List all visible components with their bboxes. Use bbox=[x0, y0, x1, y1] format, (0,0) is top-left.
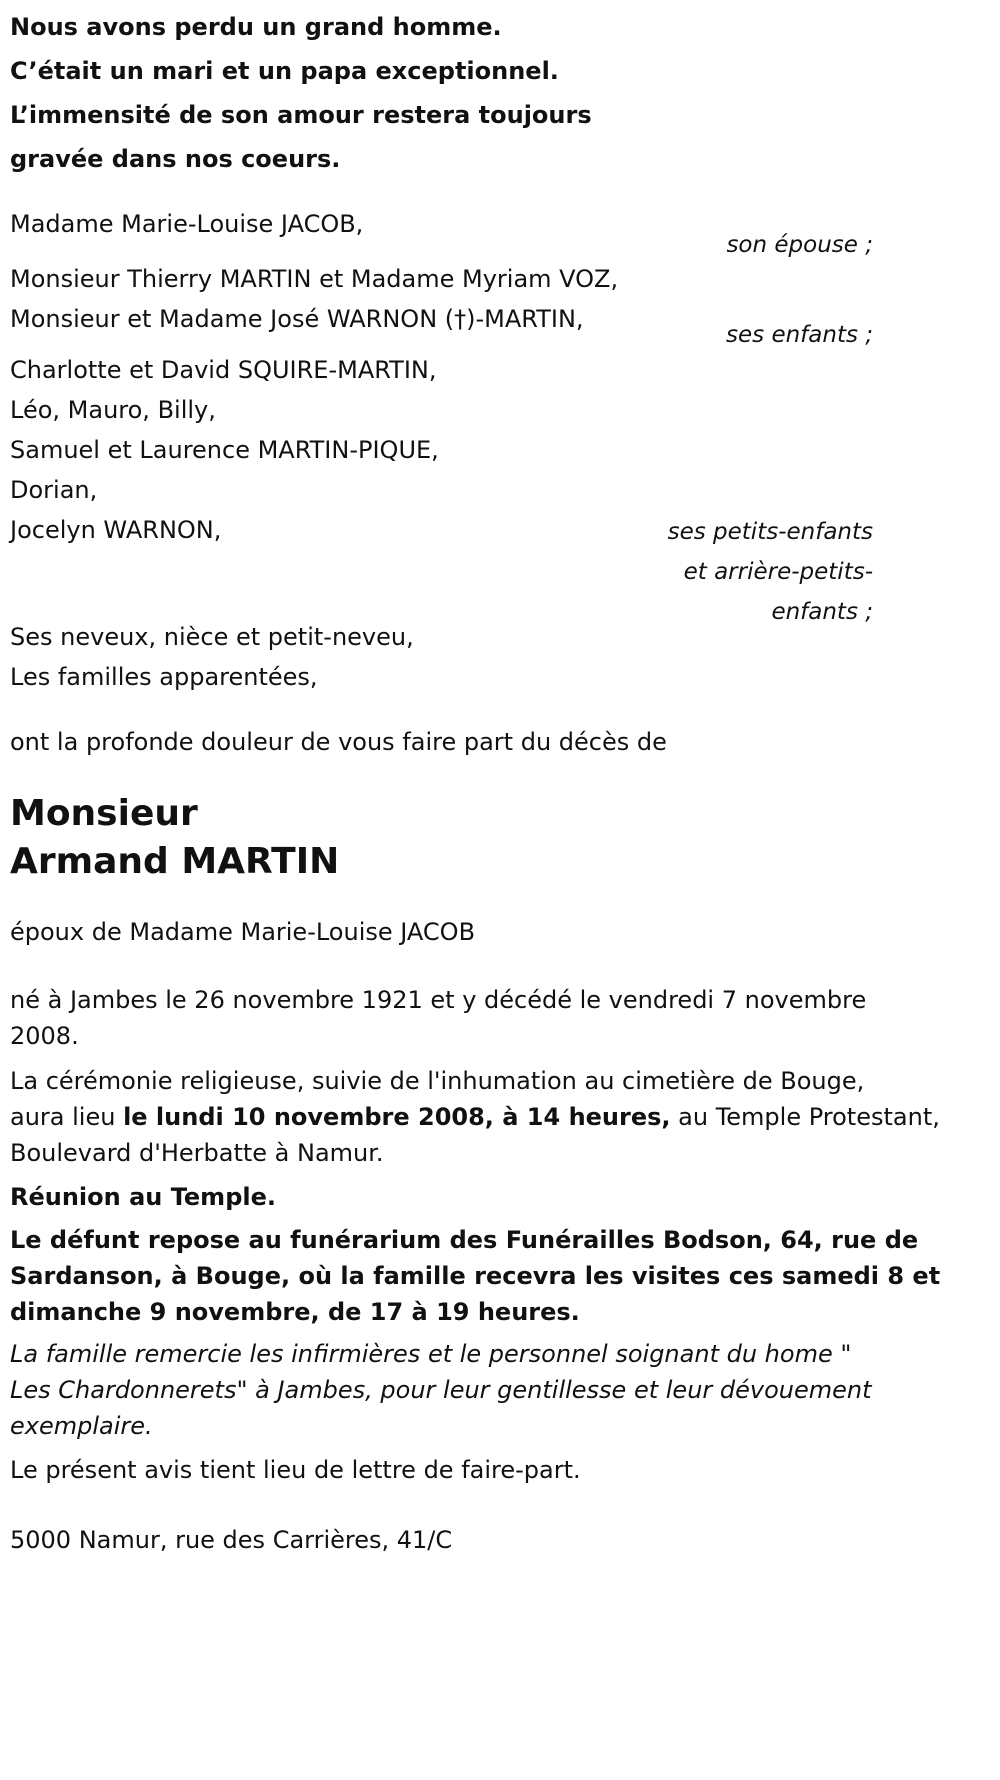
relatives-line: Les familles apparentées, bbox=[10, 663, 318, 691]
spouse-role: son épouse ; bbox=[726, 232, 873, 258]
thanks bbox=[10, 1336, 990, 1444]
address: 5000 Namur, rue des Carrières, 41/C bbox=[10, 1526, 453, 1554]
notice: Le présent avis tient lieu de lettre de faire-part. bbox=[10, 1456, 581, 1484]
ceremony-line: Boulevard d'Herbatte à Namur. bbox=[10, 1139, 384, 1167]
birth-death bbox=[10, 982, 990, 1054]
intro-line: L’immensité de son amour restera toujours bbox=[10, 101, 592, 129]
child-line: Monsieur et Madame José WARNON (†)-MARTIN, bbox=[10, 305, 584, 333]
grandchild-line: Charlotte et David SQUIRE-MARTIN, bbox=[10, 356, 437, 384]
grandchild-line: Léo, Mauro, Billy, bbox=[10, 396, 216, 424]
thanks-line: Les Chardonnerets" à Jambes, pour leur gentillesse et leur dévouement bbox=[10, 1376, 872, 1404]
spouse-name: Madame Marie-Louise JACOB, bbox=[10, 210, 364, 238]
grandchild-line: Samuel et Laurence MARTIN-PIQUE, bbox=[10, 436, 439, 464]
intro-line: gravée dans nos coeurs. bbox=[10, 145, 341, 173]
funerarium-line: Sardanson, à Bouge, où la famille recevra les visites ces samedi 8 et bbox=[10, 1262, 941, 1290]
deceased-name: Armand MARTIN bbox=[10, 841, 340, 882]
relatives bbox=[10, 617, 990, 697]
announcement: ont la profonde douleur de vous faire part du décès de bbox=[10, 728, 667, 756]
birth-death-line: 2008. bbox=[10, 1022, 79, 1050]
husband-of: époux de Madame Marie-Louise JACOB bbox=[10, 918, 476, 946]
intro-text bbox=[10, 5, 990, 181]
ceremony-line: La cérémonie religieuse, suivie de l'inhumation au cimetière de Bouge, bbox=[10, 1067, 865, 1095]
ceremony-line bbox=[10, 1099, 990, 1135]
grandchildren-role bbox=[353, 512, 873, 632]
deceased-title: Monsieur bbox=[10, 793, 198, 834]
grandchild-line: Jocelyn WARNON, bbox=[10, 516, 222, 544]
children-role: ses enfants ; bbox=[726, 322, 873, 348]
relatives-line: Ses neveux, nièce et petit-neveu, bbox=[10, 623, 414, 651]
deceased-heading bbox=[10, 790, 990, 886]
ceremony-pre: aura lieu bbox=[10, 1103, 124, 1131]
role-line: et arrière-petits- bbox=[683, 559, 873, 585]
thanks-line: La famille remercie les infirmières et le personnel soignant du home " bbox=[10, 1340, 852, 1368]
intro-line: Nous avons perdu un grand homme. bbox=[10, 13, 502, 41]
role-line: ses petits-enfants bbox=[667, 519, 873, 545]
grandchild-line: Dorian, bbox=[10, 476, 98, 504]
ceremony bbox=[10, 1063, 990, 1171]
ceremony-post: au Temple Protestant, bbox=[670, 1103, 940, 1131]
child-line: Monsieur Thierry MARTIN et Madame Myriam VOZ, bbox=[10, 265, 619, 293]
ceremony-date: le lundi 10 novembre 2008, à 14 heures, bbox=[123, 1103, 671, 1131]
funerarium-info bbox=[10, 1222, 990, 1330]
funerarium-line: dimanche 9 novembre, de 17 à 19 heures. bbox=[10, 1298, 580, 1326]
funerarium-line: Le défunt repose au funérarium des Funérailles Bodson, 64, rue de bbox=[10, 1226, 919, 1254]
intro-line: C’était un mari et un papa exceptionnel. bbox=[10, 57, 559, 85]
role-line: enfants ; bbox=[771, 599, 873, 625]
birth-death-line: né à Jambes le 26 novembre 1921 et y décédé le vendredi 7 novembre bbox=[10, 986, 867, 1014]
meeting: Réunion au Temple. bbox=[10, 1183, 276, 1211]
thanks-line: exemplaire. bbox=[10, 1412, 153, 1440]
